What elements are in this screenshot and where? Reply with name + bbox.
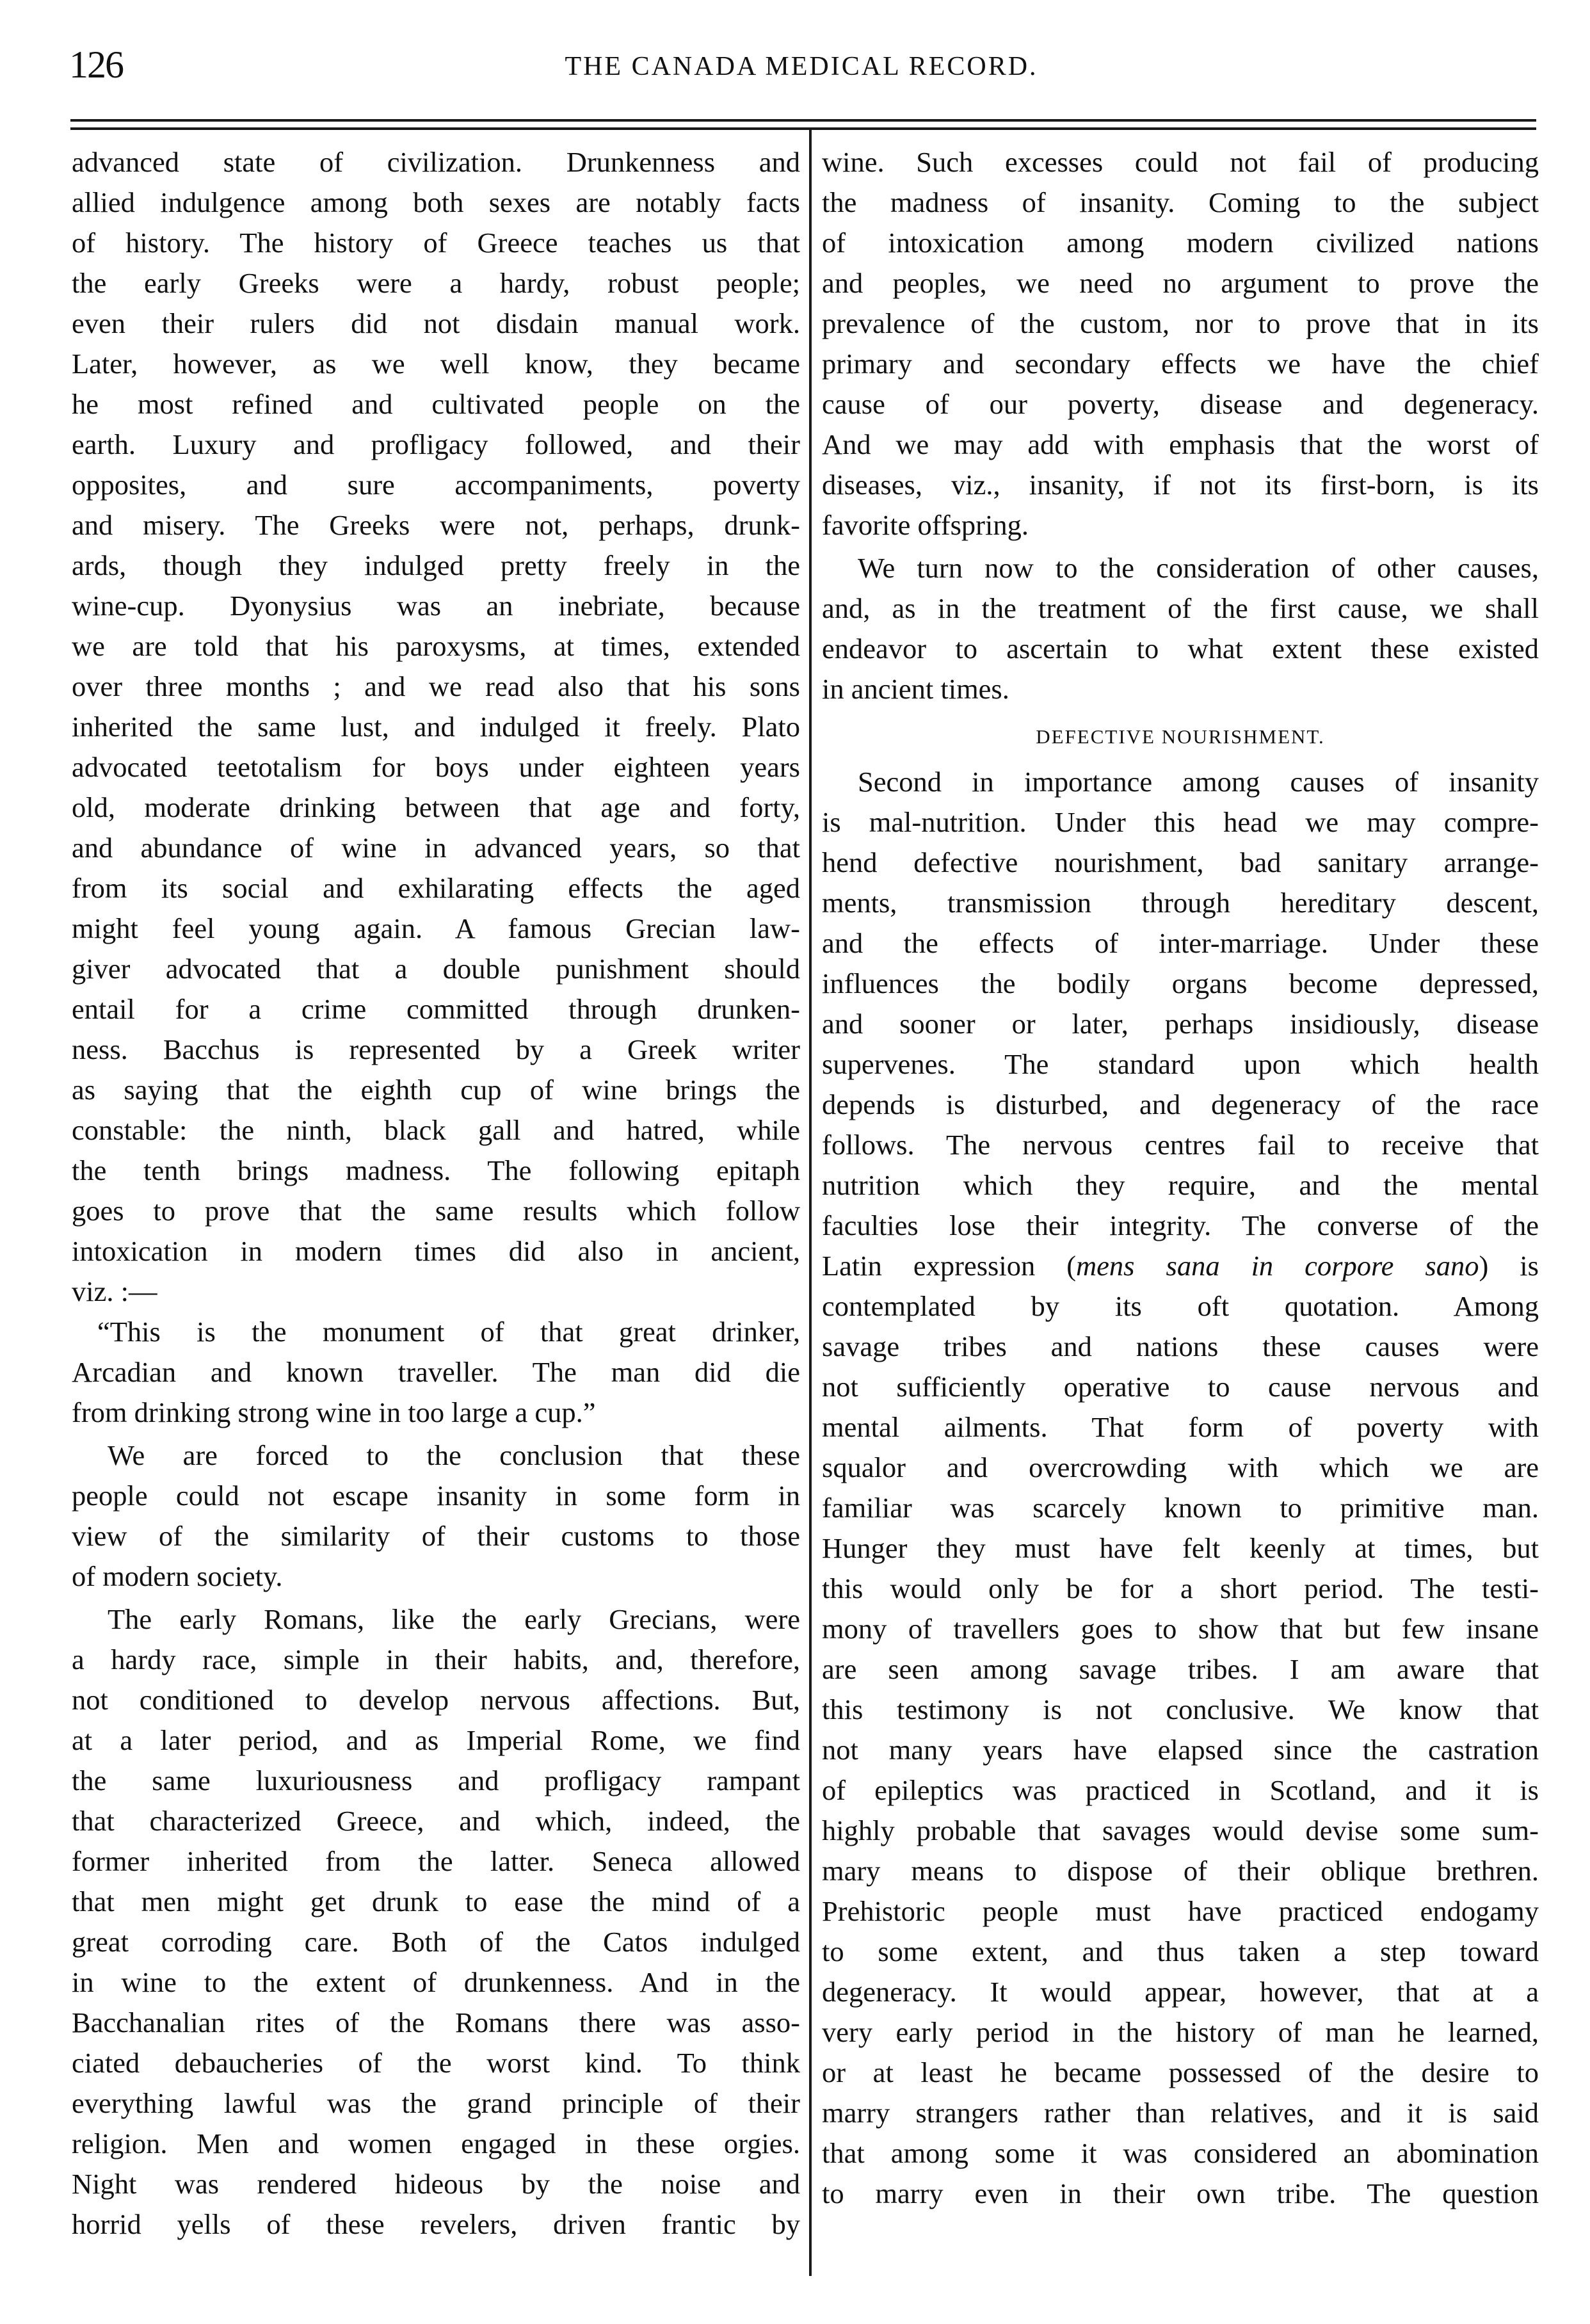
text-line: and, as in the treatment of the first cause, we shall bbox=[822, 592, 1539, 624]
text-line: and peoples, we need no argument to prove the bbox=[822, 267, 1539, 299]
text-line: old, moderate drinking between that age and forty, bbox=[72, 791, 800, 823]
text-line: to marry even in their own tribe. The question bbox=[822, 2177, 1539, 2209]
text-line: hend defective nourishment, bad sanitary arrange- bbox=[822, 846, 1539, 878]
text-line: mony of travellers goes to show that but few insane bbox=[822, 1613, 1539, 1645]
text-line: advanced state of civilization. Drunkenness and bbox=[72, 146, 800, 178]
page-number: 126 bbox=[69, 44, 123, 86]
text-line: in wine to the extent of drunkenness. And in the bbox=[72, 1966, 800, 1998]
text-line: wine-cup. Dyonysius was an inebriate, because bbox=[72, 590, 800, 622]
text-line: from drinking strong wine in too large a cup.” bbox=[72, 1396, 596, 1428]
text-line: that characterized Greece, and which, indeed, the bbox=[72, 1805, 800, 1837]
text-line: viz. :— bbox=[72, 1275, 157, 1307]
text-line: is mal-nutrition. Under this head we may compre- bbox=[822, 806, 1539, 838]
text-line: very early period in the history of man he learned, bbox=[822, 2016, 1539, 2048]
text-line: even their rulers did not disdain manual work. bbox=[72, 307, 800, 339]
text-line: he most refined and cultivated people on the bbox=[72, 388, 800, 420]
text-line: prevalence of the custom, nor to prove that in its bbox=[822, 307, 1539, 339]
text-line: are seen among savage tribes. I am aware that bbox=[822, 1653, 1539, 1685]
running-head: THE CANADA MEDICAL RECORD. bbox=[565, 52, 1038, 81]
text-line: former inherited from the latter. Seneca allowed bbox=[72, 1845, 800, 1877]
text-line: Prehistoric people must have practiced endogamy bbox=[822, 1895, 1539, 1927]
text-line: primary and secondary effects we have the chief bbox=[822, 348, 1539, 380]
latin-expression-line bbox=[822, 1246, 1539, 1286]
text-line: and the effects of inter-marriage. Under these bbox=[822, 927, 1539, 959]
text-line: not sufficiently operative to cause nervous and bbox=[822, 1371, 1539, 1403]
text-line: goes to prove that the same results which follow bbox=[72, 1195, 800, 1227]
text-line: giver advocated that a double punishment should bbox=[72, 953, 800, 985]
text-line: of intoxication among modern civilized nations bbox=[822, 227, 1539, 259]
column-divider bbox=[809, 130, 812, 2276]
text-line: Bacchanalian rites of the Romans there was asso- bbox=[72, 2006, 800, 2038]
text-line: this testimony is not conclusive. We know that bbox=[822, 1693, 1539, 1725]
text-line: a hardy race, simple in their habits, and, therefore, bbox=[72, 1643, 800, 1675]
text-line: and misery. The Greeks were not, perhaps, drunk- bbox=[72, 509, 800, 541]
text-line: savage tribes and nations these causes were bbox=[822, 1330, 1539, 1362]
text-line: familiar was scarcely known to primitive man. bbox=[822, 1492, 1539, 1524]
text-line: we are told that his paroxysms, at times, extended bbox=[72, 630, 800, 662]
text-line: And we may add with emphasis that the worst of bbox=[822, 428, 1539, 460]
text-fragment: ) is bbox=[1479, 1250, 1539, 1282]
text-line: cause of our poverty, disease and degeneracy. bbox=[822, 388, 1539, 420]
text-line: that among some it was considered an abomination bbox=[822, 2137, 1539, 2169]
text-line: degeneracy. It would appear, however, that at a bbox=[822, 1976, 1539, 2008]
text-line: earth. Luxury and profligacy followed, and their bbox=[72, 428, 800, 460]
text-line: view of the similarity of their customs to those bbox=[72, 1520, 800, 1552]
text-fragment: Latin expression ( bbox=[822, 1250, 1077, 1282]
text-line: We turn now to the consideration of other causes, bbox=[858, 552, 1539, 584]
text-line: advocated teetotalism for boys under eighteen years bbox=[72, 751, 800, 783]
text-line: this would only be for a short period. The testi- bbox=[822, 1572, 1539, 1604]
text-line: influences the bodily organs become depressed, bbox=[822, 967, 1539, 999]
text-line: marry strangers rather than relatives, and it is said bbox=[822, 2097, 1539, 2129]
text-line: allied indulgence among both sexes are notably facts bbox=[72, 186, 800, 218]
text-line: and sooner or later, perhaps insidiously, disease bbox=[822, 1008, 1539, 1040]
text-line: constable: the ninth, black gall and hatred, while bbox=[72, 1114, 800, 1146]
text-line: nutrition which they require, and the mental bbox=[822, 1169, 1539, 1201]
text-line: mary means to dispose of their oblique brethren. bbox=[822, 1855, 1539, 1887]
text-line: everything lawful was the grand principle of their bbox=[72, 2087, 800, 2119]
text-line: Second in importance among causes of insanity bbox=[858, 766, 1539, 798]
text-line: supervenes. The standard upon which health bbox=[822, 1048, 1539, 1080]
text-line: ards, though they indulged pretty freely in the bbox=[72, 549, 800, 581]
text-line: follows. The nervous centres fail to receive that bbox=[822, 1129, 1539, 1161]
text-line: Night was rendered hideous by the noise and bbox=[72, 2168, 800, 2200]
text-line: wine. Such excesses could not fail of producing bbox=[822, 146, 1539, 178]
text-line: that men might get drunk to ease the mind of a bbox=[72, 1885, 800, 1917]
left-column bbox=[72, 142, 800, 2245]
latin-phrase: mens sana in corpore sano bbox=[1076, 1250, 1479, 1282]
text-line: ments, transmission through hereditary descent, bbox=[822, 887, 1539, 919]
text-line: faculties lose their integrity. The converse of the bbox=[822, 1209, 1539, 1241]
text-line: mental ailments. That form of poverty with bbox=[822, 1411, 1539, 1443]
header-rule-top bbox=[70, 119, 1536, 122]
right-column bbox=[822, 142, 1539, 2214]
text-line: diseases, viz., insanity, if not its first-born, is its bbox=[822, 469, 1539, 501]
text-line: favorite offspring. bbox=[822, 509, 1029, 541]
text-line: endeavor to ascertain to what extent these existed bbox=[822, 633, 1539, 665]
text-line: and abundance of wine in advanced years, so that bbox=[72, 832, 800, 864]
text-line: to some extent, and thus taken a step toward bbox=[822, 1935, 1539, 1967]
text-line: over three months ; and we read also that his sons bbox=[72, 670, 800, 702]
text-line: opposites, and sure accompaniments, poverty bbox=[72, 469, 800, 501]
text-line: contemplated by its oft quotation. Among bbox=[822, 1290, 1539, 1322]
text-line: inherited the same lust, and indulged it freely. Plato bbox=[72, 711, 800, 743]
text-line: ness. Bacchus is represented by a Greek writer bbox=[72, 1033, 800, 1065]
text-line: religion. Men and women engaged in these orgies. bbox=[72, 2127, 800, 2159]
text-line: depends is disturbed, and degeneracy of the race bbox=[822, 1088, 1539, 1120]
text-line: the madness of insanity. Coming to the subject bbox=[822, 186, 1539, 218]
text-line: the early Greeks were a hardy, robust people; bbox=[72, 267, 800, 299]
text-line: ciated debaucheries of the worst kind. To think bbox=[72, 2047, 800, 2079]
text-line: at a later period, and as Imperial Rome, we find bbox=[72, 1724, 800, 1756]
text-line: intoxication in modern times did also in ancient, bbox=[72, 1235, 800, 1267]
text-line: the same luxuriousness and profligacy rampant bbox=[72, 1764, 800, 1796]
text-line: in ancient times. bbox=[822, 673, 1009, 705]
text-line: or at least he became possessed of the desire to bbox=[822, 2056, 1539, 2088]
text-line: We are forced to the conclusion that these bbox=[108, 1439, 800, 1471]
text-line: from its social and exhilarating effects the aged bbox=[72, 872, 800, 904]
text-line: The early Romans, like the early Grecians, were bbox=[108, 1603, 800, 1635]
text-line: of modern society. bbox=[72, 1560, 283, 1592]
text-line: horrid yells of these revelers, driven frantic by bbox=[72, 2208, 800, 2240]
text-line: might feel young again. A famous Grecian law- bbox=[72, 912, 800, 944]
text-line: entail for a crime committed through drunken- bbox=[72, 993, 800, 1025]
text-line: great corroding care. Both of the Catos indulged bbox=[72, 1926, 800, 1958]
text-line: of history. The history of Greece teaches us that bbox=[72, 227, 800, 259]
text-line: squalor and overcrowding with which we are bbox=[822, 1451, 1539, 1483]
text-line: not many years have elapsed since the castration bbox=[822, 1734, 1539, 1766]
text-line: the tenth brings madness. The following epitaph bbox=[72, 1154, 800, 1186]
text-line: Arcadian and known traveller. The man did die bbox=[72, 1356, 800, 1388]
section-heading: DEFECTIVE NOURISHMENT. bbox=[1036, 725, 1325, 748]
text-line: as saying that the eighth cup of wine brings the bbox=[72, 1074, 800, 1106]
text-line: highly probable that savages would devise some sum- bbox=[822, 1814, 1539, 1846]
text-line: people could not escape insanity in some form in bbox=[72, 1480, 800, 1512]
text-line: Hunger they must have felt keenly at times, but bbox=[822, 1532, 1539, 1564]
text-line: of epileptics was practiced in Scotland, and it is bbox=[822, 1774, 1539, 1806]
text-line: not conditioned to develop nervous affections. But, bbox=[72, 1684, 800, 1716]
header-rule-bottom bbox=[70, 127, 1536, 130]
text-line: Later, however, as we well know, they became bbox=[72, 348, 800, 380]
text-line: “This is the monument of that great drinker, bbox=[97, 1316, 800, 1348]
